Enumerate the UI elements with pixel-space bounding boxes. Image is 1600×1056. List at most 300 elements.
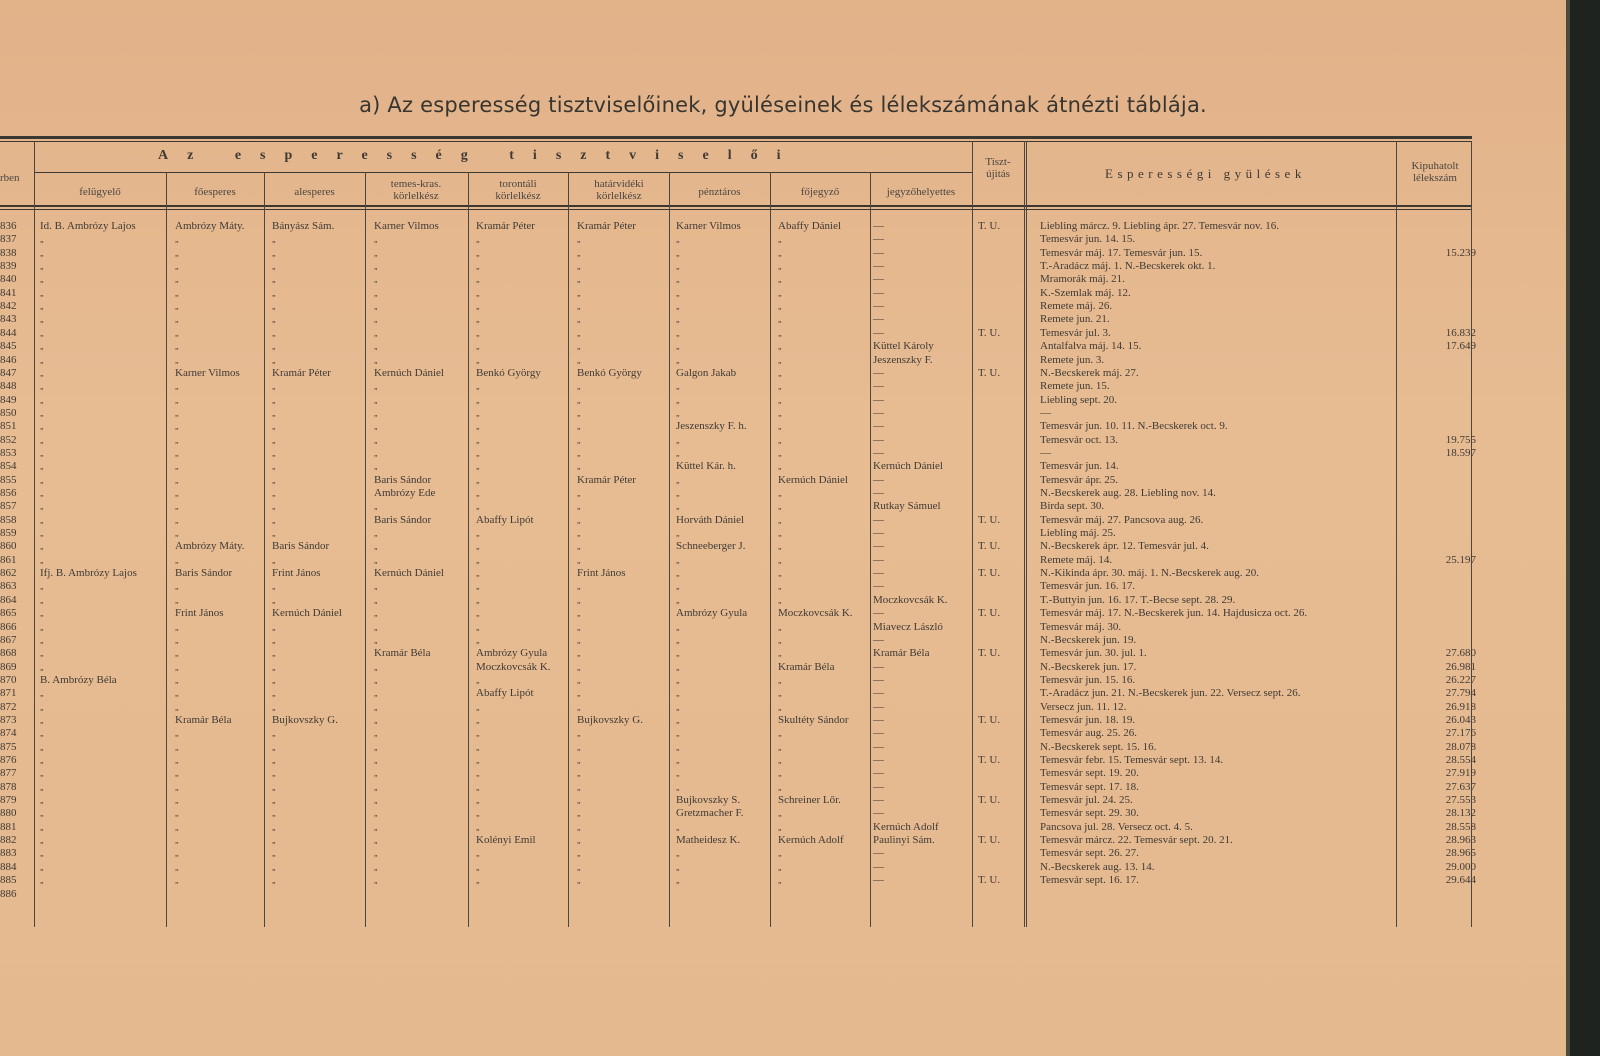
header-felugyelo: felügyelő bbox=[79, 186, 121, 198]
cell-gyulesek: Temesvár jun. 30. jul. 1. bbox=[1040, 647, 1147, 660]
cell-foesperes: „ bbox=[175, 689, 179, 699]
cell-penztaros: „ bbox=[676, 689, 680, 699]
cell-gyulesek: N.-Becskerek jun. 19. bbox=[1040, 633, 1137, 646]
row-year: 858 bbox=[0, 513, 17, 526]
cell-jegyzohelyettes: — bbox=[873, 727, 884, 740]
cell-jegyzohelyettes: — bbox=[873, 673, 884, 686]
cell-torontali: „ bbox=[476, 275, 480, 285]
cell-temes: „ bbox=[374, 595, 378, 605]
cell-tisztujitas: T. U. bbox=[978, 326, 1001, 339]
cell-penztaros: „ bbox=[676, 769, 680, 779]
cell-temes: Kramár Béla bbox=[374, 647, 431, 660]
cell-torontali: Ambrózy Gyula bbox=[476, 647, 548, 660]
cell-alesperes: „ bbox=[272, 782, 276, 792]
col-rule bbox=[468, 172, 469, 927]
cell-jegyzohelyettes: — bbox=[873, 553, 884, 566]
row-year: 867 bbox=[0, 633, 17, 646]
cell-alesperes: „ bbox=[272, 836, 276, 846]
cell-hatarvideki: Bujkovszky G. bbox=[577, 713, 643, 726]
cell-gyulesek: Remete jun. 15. bbox=[1040, 380, 1110, 393]
cell-torontali: „ bbox=[476, 288, 480, 298]
cell-jegyzohelyettes: — bbox=[873, 660, 884, 673]
cell-gyulesek: Liebling sept. 20. bbox=[1040, 393, 1117, 406]
cell-foesperes: „ bbox=[175, 262, 179, 272]
cell-foesperes: „ bbox=[175, 515, 179, 525]
cell-felugyelo: „ bbox=[40, 248, 44, 258]
cell-tisztujitas: T. U. bbox=[978, 366, 1001, 379]
row-year: 875 bbox=[0, 740, 17, 753]
cell-felugyelo: „ bbox=[40, 876, 44, 886]
cell-jegyzohelyettes: — bbox=[873, 366, 884, 379]
cell-alesperes: „ bbox=[272, 502, 276, 512]
cell-torontali: „ bbox=[476, 408, 480, 418]
cell-fojegyzo: „ bbox=[778, 448, 782, 458]
cell-penztaros: „ bbox=[676, 315, 680, 325]
cell-foesperes: „ bbox=[175, 448, 179, 458]
cell-lelekszam: 28.554 bbox=[1445, 754, 1476, 766]
cell-fojegyzo: „ bbox=[778, 302, 782, 312]
cell-fojegyzo: Moczkovcsák K. bbox=[778, 607, 853, 620]
cell-gyulesek: Temesvár oct. 13. bbox=[1040, 433, 1119, 446]
cell-gyulesek: Temesvár ápr. 25. bbox=[1040, 473, 1119, 486]
cell-fojegyzo: „ bbox=[778, 328, 782, 338]
cell-fojegyzo: „ bbox=[778, 342, 782, 352]
cell-hatarvideki: „ bbox=[577, 275, 581, 285]
row-year: 884 bbox=[0, 860, 17, 873]
cell-temes: „ bbox=[374, 876, 378, 886]
cell-felugyelo: „ bbox=[40, 302, 44, 312]
cell-alesperes: Kramár Péter bbox=[272, 366, 331, 379]
header-tisztujitas: Tiszt-újitás bbox=[985, 156, 1011, 180]
cell-felugyelo: „ bbox=[40, 288, 44, 298]
cell-hatarvideki: „ bbox=[577, 769, 581, 779]
header-foesperes: főesperes bbox=[194, 186, 236, 198]
cell-felugyelo: „ bbox=[40, 475, 44, 485]
cell-foesperes: „ bbox=[175, 822, 179, 832]
cell-torontali: „ bbox=[476, 555, 480, 565]
cell-felugyelo: „ bbox=[40, 355, 44, 365]
cell-torontali: „ bbox=[476, 328, 480, 338]
cell-temes: „ bbox=[374, 448, 378, 458]
cell-foesperes: „ bbox=[175, 622, 179, 632]
cell-fojegyzo: „ bbox=[778, 368, 782, 378]
cell-foesperes: „ bbox=[175, 342, 179, 352]
cell-jegyzohelyettes: — bbox=[873, 233, 884, 246]
cell-foesperes: „ bbox=[175, 475, 179, 485]
cell-lelekszam: 27.176 bbox=[1445, 727, 1476, 740]
cell-hatarvideki: „ bbox=[577, 288, 581, 298]
cell-fojegyzo: „ bbox=[778, 515, 782, 525]
cell-temes: Kernúch Dániel bbox=[374, 567, 444, 580]
cell-felugyelo: „ bbox=[40, 315, 44, 325]
cell-penztaros: „ bbox=[676, 408, 680, 418]
row-year: 854 bbox=[0, 460, 17, 473]
cell-temes: „ bbox=[374, 702, 378, 712]
cell-temes: Ambrózy Ede bbox=[374, 487, 436, 499]
cell-felugyelo: „ bbox=[40, 862, 44, 872]
cell-jegyzohelyettes: — bbox=[873, 220, 884, 232]
cell-lelekszam: 27.680 bbox=[1445, 647, 1476, 660]
cell-foesperes: „ bbox=[175, 422, 179, 432]
cell-gyulesek: Temesvár jun. 14. bbox=[1040, 460, 1119, 473]
cell-alesperes: „ bbox=[272, 742, 276, 752]
cell-foesperes: „ bbox=[175, 288, 179, 298]
cell-jegyzohelyettes: Miavecz László bbox=[873, 620, 943, 633]
cell-alesperes: „ bbox=[272, 809, 276, 819]
cell-jegyzohelyettes: — bbox=[873, 754, 884, 766]
cell-fojegyzo: „ bbox=[778, 248, 782, 258]
row-year: 842 bbox=[0, 300, 17, 313]
cell-jegyzohelyettes: Jeszenszky F. bbox=[873, 353, 933, 366]
cell-jegyzohelyettes: Moczkovcsák K. bbox=[873, 593, 948, 606]
cell-jegyzohelyettes: — bbox=[873, 380, 884, 393]
cell-hatarvideki: „ bbox=[577, 355, 581, 365]
cell-fojegyzo: Abaffy Dániel bbox=[778, 220, 842, 232]
cell-alesperes: „ bbox=[272, 475, 276, 485]
cell-gyulesek: T.-Aradácz jun. 21. N.-Becskerek jun. 22. Versecz sept. 26. bbox=[1040, 687, 1301, 700]
cell-foesperes: „ bbox=[175, 462, 179, 472]
cell-gyulesek: Temesvár sept. 19. 20. bbox=[1040, 767, 1139, 780]
cell-lelekszam: 28.963 bbox=[1445, 834, 1476, 847]
col-rule bbox=[568, 172, 569, 927]
cell-alesperes: „ bbox=[272, 515, 276, 525]
cell-foesperes: „ bbox=[175, 809, 179, 819]
cell-temes: „ bbox=[374, 635, 378, 645]
cell-lelekszam: 27.553 bbox=[1445, 794, 1476, 807]
cell-fojegyzo: „ bbox=[778, 542, 782, 552]
row-year: 847 bbox=[0, 366, 17, 379]
cell-temes: „ bbox=[374, 542, 378, 552]
cell-fojegyzo: „ bbox=[778, 529, 782, 539]
cell-felugyelo: „ bbox=[40, 729, 44, 739]
cell-jegyzohelyettes: — bbox=[873, 326, 884, 339]
cell-torontali: „ bbox=[476, 876, 480, 886]
cell-gyulesek: Temesvár máj. 17. Temesvár jun. 15. bbox=[1040, 246, 1203, 259]
cell-fojegyzo: „ bbox=[778, 595, 782, 605]
cell-gyulesek: Temesvár sept. 16. 17. bbox=[1040, 874, 1139, 887]
cell-alesperes: „ bbox=[272, 822, 276, 832]
cell-temes: „ bbox=[374, 328, 378, 338]
cell-torontali: „ bbox=[476, 742, 480, 752]
cell-lelekszam: 29.000 bbox=[1445, 860, 1476, 873]
cell-foesperes: „ bbox=[175, 595, 179, 605]
cell-fojegyzo: Kramár Béla bbox=[778, 660, 835, 673]
cell-temes: „ bbox=[374, 836, 378, 846]
row-year: 874 bbox=[0, 727, 17, 740]
cell-hatarvideki: „ bbox=[577, 609, 581, 619]
row-year: 843 bbox=[0, 313, 17, 326]
cell-lelekszam: 26.918 bbox=[1445, 700, 1476, 713]
cell-temes: „ bbox=[374, 395, 378, 405]
row-year: 864 bbox=[0, 593, 17, 606]
cell-foesperes: „ bbox=[175, 435, 179, 445]
cell-fojegyzo: „ bbox=[778, 355, 782, 365]
cell-jegyzohelyettes: — bbox=[873, 513, 884, 526]
cell-jegyzohelyettes: — bbox=[873, 607, 884, 620]
header-lelekszam: Kipuhatolt lélekszám bbox=[1411, 160, 1459, 184]
cell-felugyelo: Ifj. B. Ambrózy Lajos bbox=[40, 567, 137, 580]
col-rule bbox=[770, 172, 771, 927]
cell-gyulesek: Remete jun. 3. bbox=[1040, 353, 1105, 366]
cell-torontali: „ bbox=[476, 595, 480, 605]
cell-hatarvideki: „ bbox=[577, 302, 581, 312]
cell-tisztujitas: T. U. bbox=[978, 874, 1001, 887]
cell-temes: „ bbox=[374, 769, 378, 779]
cell-jegyzohelyettes: — bbox=[873, 286, 884, 299]
cell-felugyelo: „ bbox=[40, 262, 44, 272]
cell-torontali: „ bbox=[476, 395, 480, 405]
cell-gyulesek: — bbox=[1040, 446, 1051, 459]
cell-fojegyzo: „ bbox=[778, 395, 782, 405]
cell-hatarvideki: „ bbox=[577, 862, 581, 872]
cell-fojegyzo: „ bbox=[778, 702, 782, 712]
cell-penztaros: „ bbox=[676, 342, 680, 352]
cell-jegyzohelyettes: — bbox=[873, 473, 884, 486]
cell-felugyelo: „ bbox=[40, 796, 44, 806]
row-year: 851 bbox=[0, 420, 17, 433]
cell-torontali: „ bbox=[476, 382, 480, 392]
cell-foesperes: „ bbox=[175, 862, 179, 872]
cell-alesperes: „ bbox=[272, 288, 276, 298]
cell-hatarvideki: „ bbox=[577, 689, 581, 699]
cell-jegyzohelyettes: Kernúch Dániel bbox=[873, 460, 943, 473]
cell-torontali: „ bbox=[476, 609, 480, 619]
cell-felugyelo: „ bbox=[40, 275, 44, 285]
cell-torontali: „ bbox=[476, 729, 480, 739]
cell-alesperes: „ bbox=[272, 448, 276, 458]
cell-lelekszam: 27.794 bbox=[1445, 687, 1476, 700]
cell-foesperes: „ bbox=[175, 275, 179, 285]
cell-torontali: „ bbox=[476, 622, 480, 632]
cell-felugyelo: „ bbox=[40, 702, 44, 712]
cell-tisztujitas: T. U. bbox=[978, 513, 1001, 526]
cell-foesperes: „ bbox=[175, 675, 179, 685]
cell-felugyelo: „ bbox=[40, 502, 44, 512]
cell-felugyelo: „ bbox=[40, 342, 44, 352]
cell-temes: „ bbox=[374, 302, 378, 312]
cell-jegyzohelyettes: — bbox=[873, 847, 884, 860]
cell-fojegyzo: „ bbox=[778, 742, 782, 752]
cell-temes: Kernúch Dániel bbox=[374, 366, 444, 379]
cell-foesperes: „ bbox=[175, 662, 179, 672]
row-year: 863 bbox=[0, 580, 17, 593]
cell-hatarvideki: „ bbox=[577, 489, 581, 498]
cell-hatarvideki: „ bbox=[577, 849, 581, 859]
cell-jegyzohelyettes: — bbox=[873, 260, 884, 273]
cell-penztaros: Karner Vilmos bbox=[676, 220, 741, 232]
cell-foesperes: „ bbox=[175, 756, 179, 765]
cell-fojegyzo: „ bbox=[778, 822, 782, 832]
cell-lelekszam: 26.043 bbox=[1445, 713, 1476, 726]
cell-felugyelo: B. Ambrózy Béla bbox=[40, 673, 117, 686]
cell-foesperes: „ bbox=[175, 649, 179, 659]
cell-jegyzohelyettes: — bbox=[873, 713, 884, 726]
subheader-rule bbox=[34, 172, 972, 173]
cell-hatarvideki: Kramár Péter bbox=[577, 473, 636, 486]
cell-temes: „ bbox=[374, 689, 378, 699]
cell-gyulesek: N.-Becskerek máj. 27. bbox=[1040, 366, 1139, 379]
cell-torontali: „ bbox=[476, 849, 480, 859]
cell-penztaros: „ bbox=[676, 675, 680, 685]
cell-lelekszam: 16.832 bbox=[1445, 326, 1476, 339]
cell-felugyelo: „ bbox=[40, 836, 44, 846]
cell-hatarvideki: „ bbox=[577, 649, 581, 659]
cell-fojegyzo: „ bbox=[778, 462, 782, 472]
row-year: 877 bbox=[0, 767, 17, 780]
cell-penztaros: „ bbox=[676, 328, 680, 338]
cell-fojegyzo: „ bbox=[778, 689, 782, 699]
cell-felugyelo: „ bbox=[40, 742, 44, 752]
cell-felugyelo: „ bbox=[40, 382, 44, 392]
cell-lelekszam: 25.197 bbox=[1445, 553, 1476, 566]
cell-hatarvideki: „ bbox=[577, 408, 581, 418]
cell-foesperes: „ bbox=[175, 395, 179, 405]
cell-lelekszam: 26.981 bbox=[1445, 660, 1476, 673]
cell-felugyelo: „ bbox=[40, 715, 44, 725]
cell-penztaros: „ bbox=[676, 395, 680, 405]
cell-jegyzohelyettes: — bbox=[873, 446, 884, 459]
cell-lelekszam: 28.965 bbox=[1445, 847, 1476, 860]
cell-torontali: Kolényi Emil bbox=[476, 834, 536, 847]
header-gyulesek: Esperességi gyülések bbox=[1105, 166, 1306, 181]
header-alesperes: alesperes bbox=[294, 186, 335, 198]
cell-penztaros: „ bbox=[676, 822, 680, 832]
cell-alesperes: „ bbox=[272, 756, 276, 765]
cell-fojegyzo: „ bbox=[778, 502, 782, 512]
header-hatarvideki-korlelkesz: határvidéki körlelkész bbox=[594, 178, 644, 202]
cell-lelekszam: 17.649 bbox=[1445, 340, 1476, 353]
cell-torontali: Kramár Péter bbox=[476, 220, 535, 232]
cell-foesperes: „ bbox=[175, 235, 179, 245]
cell-felugyelo: „ bbox=[40, 689, 44, 699]
cell-alesperes: „ bbox=[272, 769, 276, 779]
cell-tisztujitas: T. U. bbox=[978, 540, 1001, 553]
cell-torontali: „ bbox=[476, 782, 480, 792]
cell-jegyzohelyettes: Paulinyi Sám. bbox=[873, 834, 935, 847]
cell-lelekszam: 28.558 bbox=[1445, 820, 1476, 833]
cell-alesperes: Baris Sándor bbox=[272, 540, 330, 553]
cell-jegyzohelyettes: — bbox=[873, 780, 884, 793]
cell-penztaros: „ bbox=[676, 715, 680, 725]
cell-penztaros: „ bbox=[676, 862, 680, 872]
cell-temes: „ bbox=[374, 408, 378, 418]
cell-foesperes: „ bbox=[175, 315, 179, 325]
cell-temes: „ bbox=[374, 555, 378, 565]
cell-gyulesek: Temesvár febr. 15. Temesvár sept. 13. 14. bbox=[1040, 754, 1224, 766]
table-top-rule-thin bbox=[0, 141, 1472, 142]
cell-torontali: „ bbox=[476, 315, 480, 325]
cell-penztaros: „ bbox=[676, 448, 680, 458]
cell-gyulesek: Liebling márcz. 9. Liebling ápr. 27. Temesvár nov. 16. bbox=[1040, 220, 1280, 232]
cell-hatarvideki: „ bbox=[577, 462, 581, 472]
cell-fojegyzo: „ bbox=[778, 582, 782, 592]
cell-felugyelo: „ bbox=[40, 489, 44, 498]
row-year: 859 bbox=[0, 527, 17, 540]
cell-hatarvideki: „ bbox=[577, 595, 581, 605]
cell-jegyzohelyettes: — bbox=[873, 527, 884, 540]
row-year: 866 bbox=[0, 620, 17, 633]
cell-jegyzohelyettes: — bbox=[873, 540, 884, 553]
cell-gyulesek: N.-Becskerek jun. 17. bbox=[1040, 660, 1137, 673]
cell-hatarvideki: Frint János bbox=[577, 567, 626, 580]
cell-jegyzohelyettes: Küttel Károly bbox=[873, 340, 934, 353]
cell-jegyzohelyettes: — bbox=[873, 874, 884, 887]
cell-foesperes: Frint János bbox=[175, 607, 224, 620]
cell-penztaros: „ bbox=[676, 622, 680, 632]
cell-felugyelo: „ bbox=[40, 555, 44, 565]
cell-hatarvideki: „ bbox=[577, 729, 581, 739]
cell-hatarvideki: „ bbox=[577, 502, 581, 512]
col-rule bbox=[1026, 141, 1027, 927]
cell-temes: „ bbox=[374, 382, 378, 392]
cell-hatarvideki: „ bbox=[577, 395, 581, 405]
cell-jegyzohelyettes: — bbox=[873, 433, 884, 446]
cell-temes: „ bbox=[374, 462, 378, 472]
cell-felugyelo: „ bbox=[40, 769, 44, 779]
cell-alesperes: „ bbox=[272, 635, 276, 645]
row-year: 868 bbox=[0, 647, 17, 660]
cell-temes: „ bbox=[374, 342, 378, 352]
cell-alesperes: „ bbox=[272, 862, 276, 872]
cell-temes: „ bbox=[374, 235, 378, 245]
cell-hatarvideki: „ bbox=[577, 382, 581, 392]
cell-lelekszam: 15.239 bbox=[1445, 246, 1476, 259]
cell-lelekszam: 19.755 bbox=[1445, 433, 1476, 446]
cell-temes: „ bbox=[374, 248, 378, 258]
cell-gyulesek: Remete máj. 14. bbox=[1040, 553, 1113, 566]
cell-lelekszam: 29.644 bbox=[1445, 874, 1476, 887]
cell-gyulesek: Temesvár máj. 30. bbox=[1040, 620, 1122, 633]
row-year: 865 bbox=[0, 607, 17, 620]
cell-jegyzohelyettes: — bbox=[873, 273, 884, 286]
cell-torontali: „ bbox=[476, 302, 480, 312]
cell-fojegyzo: „ bbox=[778, 675, 782, 685]
cell-torontali: „ bbox=[476, 448, 480, 458]
cell-torontali: „ bbox=[476, 675, 480, 685]
cell-felugyelo: „ bbox=[40, 435, 44, 445]
cell-hatarvideki: „ bbox=[577, 448, 581, 458]
cell-hatarvideki: „ bbox=[577, 742, 581, 752]
cell-hatarvideki: „ bbox=[577, 876, 581, 886]
cell-foesperes: „ bbox=[175, 635, 179, 645]
cell-torontali: „ bbox=[476, 529, 480, 539]
cell-alesperes: „ bbox=[272, 622, 276, 632]
cell-penztaros: „ bbox=[676, 555, 680, 565]
cell-alesperes: „ bbox=[272, 235, 276, 245]
cell-foesperes: Baris Sándor bbox=[175, 567, 233, 580]
row-year: 853 bbox=[0, 446, 17, 459]
cell-penztaros: „ bbox=[676, 662, 680, 672]
cell-temes: „ bbox=[374, 422, 378, 432]
cell-torontali: „ bbox=[476, 796, 480, 806]
cell-gyulesek: Antalfalva máj. 14. 15. bbox=[1040, 340, 1142, 353]
cell-foesperes: „ bbox=[175, 489, 179, 498]
row-year: 871 bbox=[0, 687, 17, 700]
cell-fojegyzo: „ bbox=[778, 649, 782, 659]
row-year: 876 bbox=[0, 754, 17, 766]
cell-alesperes: „ bbox=[272, 262, 276, 272]
cell-jegyzohelyettes: — bbox=[873, 807, 884, 820]
cell-hatarvideki: „ bbox=[577, 262, 581, 272]
row-year: 869 bbox=[0, 660, 17, 673]
row-year: 840 bbox=[0, 273, 17, 286]
cell-felugyelo: „ bbox=[40, 529, 44, 539]
cell-temes: „ bbox=[374, 675, 378, 685]
cell-penztaros: „ bbox=[676, 262, 680, 272]
cell-foesperes: „ bbox=[175, 742, 179, 752]
cell-felugyelo: „ bbox=[40, 582, 44, 592]
cell-penztaros: Ambrózy Gyula bbox=[676, 607, 748, 620]
